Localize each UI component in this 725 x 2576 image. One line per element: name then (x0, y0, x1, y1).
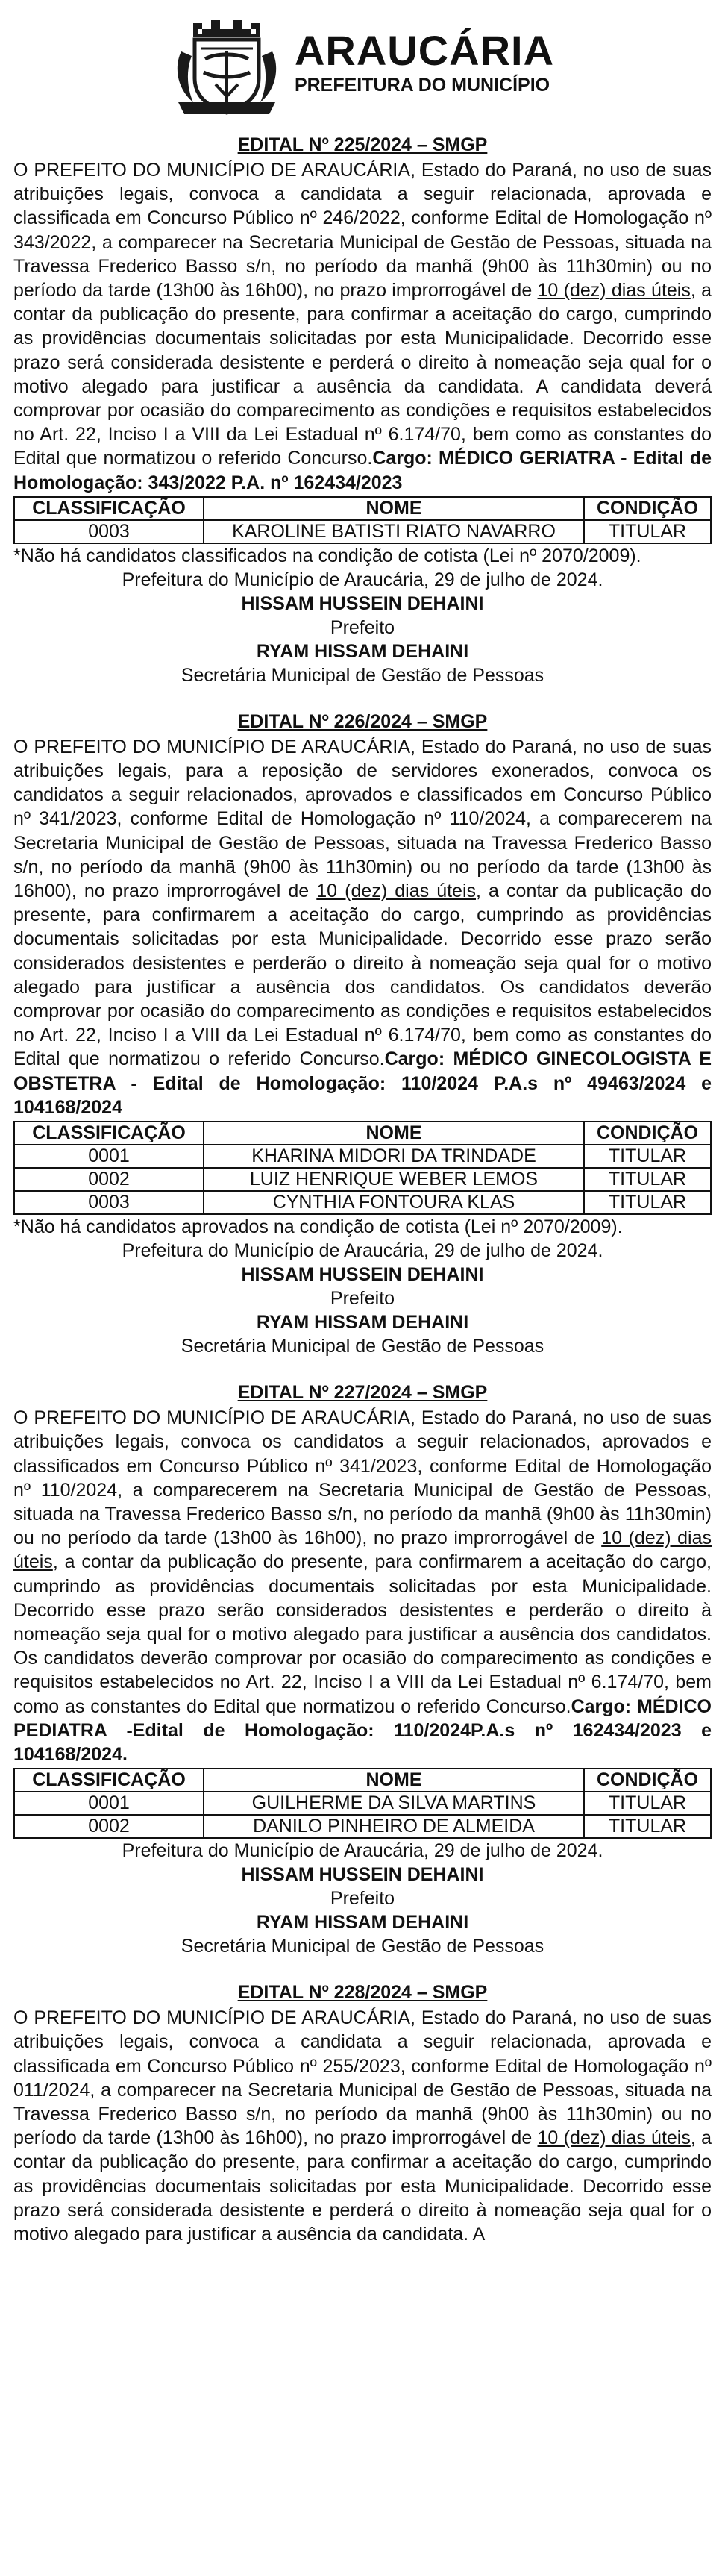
cotista-note: *Não há candidatos classificados na condição de cotista (Lei nº 2070/2009). (13, 545, 641, 566)
table-row (14, 520, 711, 543)
signer-mayor-role: Prefeito (330, 616, 395, 638)
date-line: Prefeitura do Município de Araucária, 29 de julho de 2024. (122, 1240, 603, 1262)
cell-classificacao: 0002 (14, 1815, 204, 1838)
signer-secretary-role: Secretária Municipal de Gestão de Pessoas (181, 664, 544, 686)
col-header-nome: NOME (204, 497, 584, 520)
table-header-row (14, 1769, 711, 1792)
col-header-nome: NOME (204, 1122, 584, 1145)
cell-classificacao: 0002 (14, 1168, 204, 1191)
signer-secretary: RYAM HISSAM DEHAINI (256, 640, 469, 662)
table-row (14, 1145, 711, 1168)
cell-nome: DANILO PINHEIRO DE ALMEIDA (204, 1815, 584, 1838)
cell-classificacao: 0003 (14, 1191, 204, 1214)
signer-secretary: RYAM HISSAM DEHAINI (256, 1312, 469, 1334)
table-header-row (14, 497, 711, 520)
cargo-text: Cargo: MÉDICO GINECOLOGISTA E OBSTETRA - Edital de Homologação: 110/2024 P.A.s nº 49463/2024 e 104168/2024 (13, 1048, 712, 1118)
cotista-note: *Não há candidatos aprovados na condição de cotista (Lei nº 2070/2009). (13, 1216, 623, 1238)
edital-title: EDITAL Nº 225/2024 – SMGP (237, 134, 488, 155)
table-row (14, 1191, 711, 1214)
cell-condicao: TITULAR (584, 1792, 711, 1815)
municipal-crest-logo (171, 7, 283, 119)
col-header-condicao: CONDIÇÃO (584, 1122, 711, 1145)
cell-nome: KHARINA MIDORI DA TRINDADE (204, 1145, 584, 1168)
deadline-text: 10 (dez) dias úteis (537, 280, 691, 301)
signer-secretary: RYAM HISSAM DEHAINI (256, 1912, 469, 1933)
cell-condicao: TITULAR (584, 1815, 711, 1838)
cell-classificacao: 0003 (14, 520, 204, 543)
body-part-2: , a contar da publicação do presente, para confirmar a aceitação do cargo, cumprindo as providências documentais solicitadas por esta Municipalidade. Decorrido esse prazo será considerada desistente e perderá o direito à nomeação seja qual for o motivo alegado para justificar a ausência da candidata. A (13, 2128, 712, 2245)
edital-body (13, 158, 712, 495)
edital-body (13, 1406, 712, 1766)
deadline-text: 10 (dez) dias úteis (537, 2128, 691, 2149)
deadline-text: 10 (dez) dias úteis (13, 1528, 712, 1573)
cell-condicao: TITULAR (584, 1191, 711, 1214)
spacer (13, 1358, 712, 1373)
table-row (14, 1792, 711, 1815)
edital-title: EDITAL Nº 226/2024 – SMGP (237, 710, 488, 732)
edital-body (13, 735, 712, 1119)
signer-secretary-role: Secretária Municipal de Gestão de Pessoas (181, 1936, 544, 1957)
table-header-row (14, 1122, 711, 1145)
signature-block (13, 568, 712, 687)
signer-mayor-role: Prefeito (330, 1288, 395, 1310)
cell-condicao: TITULAR (584, 1168, 711, 1191)
body-part-1: O PREFEITO DO MUNICÍPIO DE ARAUCÁRIA, Estado do Paraná, no uso de suas atribuições legais, para a reposição de servidores exonerados, convoca os candidatos a seguir relacionados, aprovados e classificados em Concurso Público nº 341/2023, conforme Edital de Homologação nº 110/2024, a comparecerem na Secretaria Municipal de Gestão de Pessoas, situada na Travessa Frederico Basso s/n, no período da manhã (9h00 às 11h30min) ou no período da tarde (13h00 às 16h00), no prazo improrrogável de (13, 736, 712, 902)
edital-226 (13, 708, 712, 1358)
edital-title: EDITAL Nº 228/2024 – SMGP (237, 1982, 488, 2004)
candidates-table (13, 1768, 712, 1839)
signer-secretary-role: Secretária Municipal de Gestão de Pessoas (181, 1336, 544, 1357)
cell-nome: CYNTHIA FONTOURA KLAS (204, 1191, 584, 1214)
date-line: Prefeitura do Município de Araucária, 29 de julho de 2024. (122, 569, 603, 590)
date-line: Prefeitura do Município de Araucária, 29 de julho de 2024. (122, 1840, 603, 1862)
signature-block (13, 1839, 712, 1958)
body-part-2: , a contar da publicação do presente, para confirmarem a aceitação do cargo, cumprindo as providências documentais solicitadas por esta Municipalidade. Decorrido esse prazo serão considerados desistentes e perderão o direito à nomeação seja qual for o motivo alegado para justificar a ausência dos candidatos. Os candidatos deverão comprovar por ocasião do comparecimento as condições e requisitos estabelecidos no Art. 22, Inciso I a VIII da Lei Estadual nº 6.174/70, bem como as constantes do Edital que normatizou o referido Concurso. (13, 881, 712, 1070)
signer-mayor-role: Prefeito (330, 1888, 395, 1910)
body-part-1: O PREFEITO DO MUNICÍPIO DE ARAUCÁRIA, Estado do Paraná, no uso de suas atribuições legais, convoca a candidata a seguir relacionada, aprovada e classificada em Concurso Público nº 246/2022, conforme Edital de Homologação nº 343/2022, a comparecer na Secretaria Municipal de Gestão de Pessoas, situada na Travessa Frederico Basso s/n, no período da manhã (9h00 às 11h30min) ou no período da tarde (13h00 às 16h00), no prazo improrrogável de (13, 160, 712, 301)
body-part-1: O PREFEITO DO MUNICÍPIO DE ARAUCÁRIA, Estado do Paraná, no uso de suas atribuições legais, convoca os candidatos a seguir relacionados, aprovados e classificados em Concurso Público nº 341/2023, conforme Edital de Homologação nº 110/2024, a comparecerem na Secretaria Municipal de Gestão de Pessoas, situada na Travessa Frederico Basso s/n, no período da manhã (9h00 às 11h30min) ou no período da tarde (13h00 às 16h00), no prazo improrrogável de (13, 1407, 712, 1549)
body-part-1: O PREFEITO DO MUNICÍPIO DE ARAUCÁRIA, Estado do Paraná, no uso de suas atribuições legais, convoca a candidata a seguir relacionada, aprovada e classificada em Concurso Público nº 255/2023, conforme Edital de Homologação nº 011/2024, a comparecer na Secretaria Municipal de Gestão de Pessoas, situada na Travessa Frederico Basso s/n, no período da manhã (9h00 às 11h30min) ou no período da tarde (13h00 às 16h00), no prazo improrrogável de (13, 2007, 712, 2149)
col-header-condicao: CONDIÇÃO (584, 497, 711, 520)
deadline-text: 10 (dez) dias úteis (316, 881, 477, 902)
signature-block (13, 1239, 712, 1358)
brand-name: ARAUCÁRIA (294, 26, 555, 74)
body-part-2: , a contar da publicação do presente, para confirmarem a aceitação do cargo, cumprindo as providências documentais solicitadas por esta Municipalidade. Decorrido esse prazo serão considerados desistentes e perderão o direito à nomeação seja qual for o motivo alegado para justificar a ausência dos candidatos. Os candidatos deverão comprovar por ocasião do comparecimento as condições e requisitos estabelecidos no Art. 22, Inciso I a VIII da Lei Estadual nº 6.174/70, bem como as constantes do Edital que normatizou o referido Concurso. (13, 1551, 712, 1717)
col-header-classificacao: CLASSIFICAÇÃO (14, 1122, 204, 1145)
edital-title: EDITAL Nº 227/2024 – SMGP (237, 1382, 488, 1404)
brand-subtitle: PREFEITURA DO MUNICÍPIO (294, 74, 550, 96)
cell-classificacao: 0001 (14, 1145, 204, 1168)
edital-225 (13, 131, 712, 687)
col-header-classificacao: CLASSIFICAÇÃO (14, 1769, 204, 1792)
candidates-table (13, 1121, 712, 1215)
col-header-classificacao: CLASSIFICAÇÃO (14, 497, 204, 520)
candidates-table (13, 496, 712, 544)
table-row (14, 1815, 711, 1838)
cell-nome: LUIZ HENRIQUE WEBER LEMOS (204, 1168, 584, 1191)
cell-nome: GUILHERME DA SILVA MARTINS (204, 1792, 584, 1815)
cell-condicao: TITULAR (584, 1145, 711, 1168)
edital-body (13, 2006, 712, 2246)
signer-mayor: HISSAM HUSSEIN DEHAINI (241, 1264, 484, 1286)
cell-condicao: TITULAR (584, 520, 711, 543)
table-row (14, 1168, 711, 1191)
cargo-text: Cargo: MÉDICO PEDIATRA -Edital de Homologação: 110/2024P.A.s nº 162434/2023 e 104168/2024. (13, 1695, 712, 1765)
signer-mayor: HISSAM HUSSEIN DEHAINI (241, 1864, 484, 1886)
cell-classificacao: 0001 (14, 1792, 204, 1815)
cargo-text: Cargo: MÉDICO GERIATRA - Edital de Homologação: 343/2022 P.A. nº 162434/2023 (13, 448, 712, 493)
col-header-nome: NOME (204, 1769, 584, 1792)
cell-nome: KAROLINE BATISTI RIATO NAVARRO (204, 520, 584, 543)
signer-mayor: HISSAM HUSSEIN DEHAINI (241, 593, 484, 614)
body-part-2: , a contar da publicação do presente, para confirmar a aceitação do cargo, cumprindo as providências documentais solicitadas por esta Municipalidade. Decorrido esse prazo será considerada desistente e perderá o direito à nomeação seja qual for o motivo alegado para justificar a ausência da candidata. A candidata deverá comprovar por ocasião do comparecimento as condições e requisitos estabelecidos no Art. 22, Inciso I a VIII da Lei Estadual nº 6.174/70, bem como as constantes do Edital que normatizou o referido Concurso. (13, 280, 712, 469)
edital-228 (13, 1979, 712, 2246)
edital-227 (13, 1379, 712, 1958)
spacer (13, 687, 712, 702)
brand-block (294, 26, 555, 96)
spacer (13, 1958, 712, 1973)
header (13, 0, 712, 125)
col-header-condicao: CONDIÇÃO (584, 1769, 711, 1792)
